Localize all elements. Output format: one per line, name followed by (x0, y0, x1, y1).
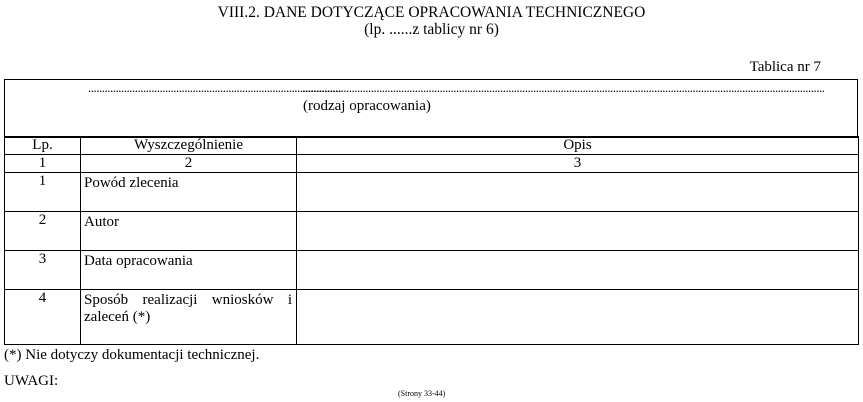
row-description-cell[interactable] (297, 290, 859, 345)
column-header-description: Opis (297, 137, 859, 155)
table-number-label: Tablica nr 7 (749, 59, 821, 75)
table-row (5, 290, 859, 345)
column-number-row (5, 155, 859, 173)
column-header-item: Wyszczególnienie (81, 137, 297, 155)
technical-study-table (4, 136, 859, 345)
row-number: 2 (5, 212, 81, 251)
footnote: (*) Nie dotyczy dokumentacji technicznej. (4, 347, 260, 363)
row-item-label: Data opracowania (81, 251, 297, 290)
dotted-fill-line-right: .............................................................................................................................................................................................. (302, 80, 825, 95)
type-of-study-caption: (rodzaj opracowania) (303, 98, 431, 114)
row-number: 4 (5, 290, 81, 345)
table-row (5, 251, 859, 290)
column-number: 3 (297, 155, 859, 173)
remarks-label: UWAGI: (4, 373, 59, 389)
document-subtitle: (lp. ......z tablicy nr 6) (364, 21, 499, 38)
row-description-cell[interactable] (297, 251, 859, 290)
table-header-row (5, 137, 859, 155)
table-row (5, 173, 859, 212)
row-number: 1 (5, 173, 81, 212)
page-reference: (Strony 33-44) (398, 389, 446, 398)
column-number: 1 (5, 155, 81, 173)
row-item-label: Autor (81, 212, 297, 251)
row-item-label: Sposób realizacji wniosków i zaleceń (*) (81, 290, 297, 345)
row-description-cell[interactable] (297, 212, 859, 251)
row-item-label: Powód zlecenia (81, 173, 297, 212)
dotted-fill-line-left: ............................................................................................ (88, 80, 341, 95)
column-header-lp: Lp. (5, 137, 81, 155)
table-row (5, 212, 859, 251)
document-title: VIII.2. DANE DOTYCZĄCE OPRACOWANIA TECHNICZNEGO (217, 4, 646, 21)
row-number: 3 (5, 251, 81, 290)
row-description-cell[interactable] (297, 173, 859, 212)
column-number: 2 (81, 155, 297, 173)
